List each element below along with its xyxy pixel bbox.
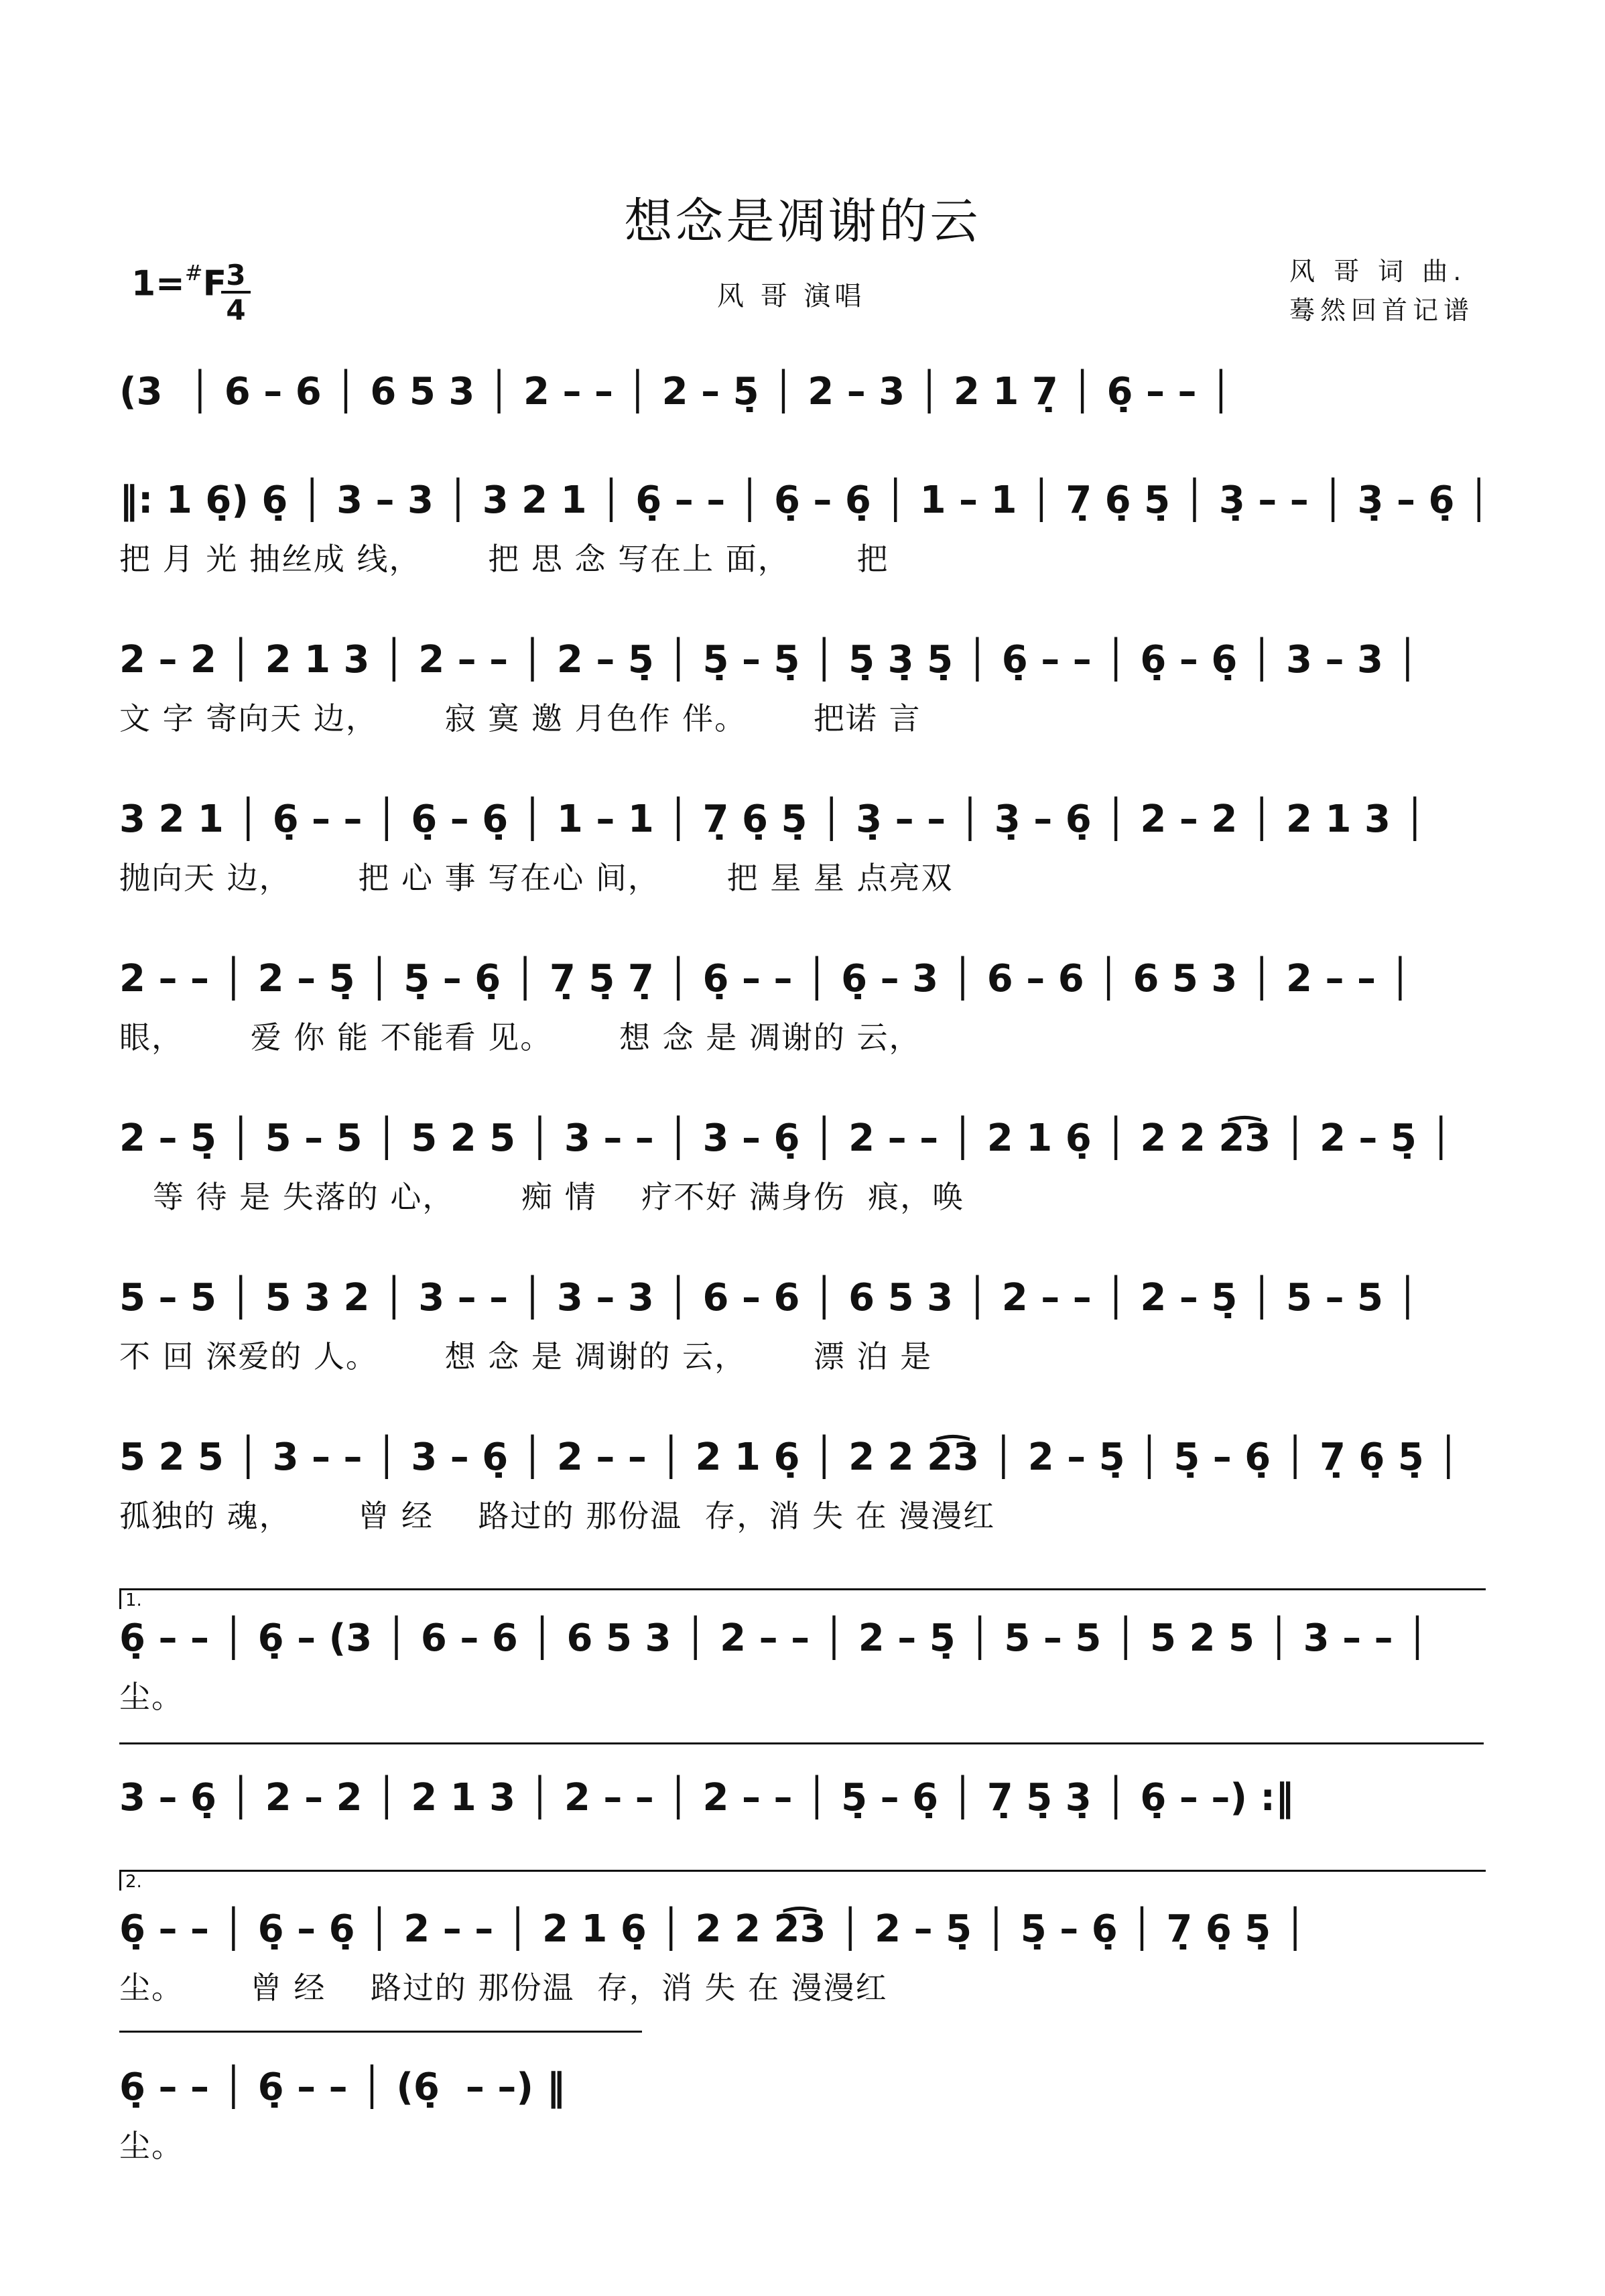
notation-row-3 [119, 637, 1484, 737]
second-ending-label: 2. [125, 1872, 142, 1892]
lyrics-line: 尘。 [119, 1679, 184, 1715]
lyrics-line: 文 字 寄向天 边， 寂 寞 邀 月色作 伴。 把诺 言 [119, 700, 921, 737]
time-signature-bottom: 4 [226, 294, 246, 326]
lyrics-line: 抛向天 边， 把 心 事 写在心 间， 把 星 星 点亮双 [119, 860, 954, 896]
lyrics-line: 把 月 光 抽丝成 线， 把 思 念 写在上 面， 把 [119, 541, 889, 577]
notation-row-9 [119, 1615, 1484, 1715]
notation-row-7 [119, 1275, 1484, 1375]
notation-row-2 [119, 477, 1490, 577]
first-ending-bracket [119, 1588, 1486, 1609]
lyricist-composer: 风 哥 词 曲. [1289, 257, 1467, 286]
sharp-sign: # [184, 260, 203, 285]
lyrics-line: 孤独的 魂， 曾 经 路过的 那份温 存，消 失 在 漫漫红 [119, 1498, 996, 1534]
notes-line: 5 2 5 │ 3 – – │ 3 – 6̣ │ 2 – – │ 2 1 6̣ │ 2 2 2͡3 │ 2 – 5̣ │ 5̣ – 6̣ │ 7̣ 6̣ 5̣ │ [119, 1436, 1460, 1479]
notation-row-11 [119, 1906, 1484, 2006]
notes-line: 2 – – │ 2 – 5̣ │ 5̣ – 6̣ │ 7̣ 5̣ 7̣ │ 6̣ – – │ 6̣ – 3 │ 6 – 6 │ 6 5 3 │ 2 – – │ [119, 957, 1412, 1001]
credits [1289, 252, 1474, 330]
notes-line: 6̣ – – │ 6̣ – 6̣ │ 2 – – │ 2 1 6̣ │ 2 2 2͡3 │ 2 – 5̣ │ 5̣ – 6̣ │ 7̣ 6̣ 5̣ │ [119, 1907, 1307, 1951]
first-ending-label: 1. [125, 1590, 142, 1610]
second-ending-bracket [119, 1870, 1486, 1891]
notation-row-4 [119, 796, 1484, 896]
notes-line: 6̣ – – │ 6̣ – – │ (6̣ – –) ‖ [119, 2065, 566, 2109]
lyrics-line: 尘。 曾 经 路过的 那份温 存，消 失 在 漫漫红 [119, 1970, 888, 2006]
notes-line: 2 – 2 │ 2 1 3 │ 2 – – │ 2 – 5̣ │ 5̣ – 5̣ │ 5̣ 3̣ 5̣ │ 6̣ – – │ 6̣ – 6̣ │ 3 – 3 │ [119, 638, 1419, 682]
lyrics-line: 等 待 是 失落的 心， 痴 情 疗不好 满身伤 痕，唤 [119, 1179, 965, 1215]
notation-row-8 [119, 1434, 1484, 1534]
notes-line: ‖: 1 6̣) 6̣ │ 3 – 3 │ 3 2 1 │ 6̣ – – │ 6̣ – 6̣ │ 1 – 1 │ 7̣ 6̣ 5̣ │ 3̣ – – │ 3̣ – 6̣ │ [119, 479, 1490, 522]
notation-row-6 [119, 1115, 1484, 1215]
notes-line: 3 2 1 │ 6̣ – – │ 6̣ – 6̣ │ 1 – 1 │ 7̣ 6̣ 5̣ │ 3̣ – – │ 3̣ – 6̣ │ 2 – 2 │ 2 1 3 │ [119, 798, 1427, 841]
notation-row-10 [119, 1775, 1484, 1855]
notes-line: 3 – 6̣ │ 2 – 2 │ 2 1 3 │ 2 – – │ 2 – – │ 5̣ – 6̣ │ 7̣ 5̣ 3̣ │ 6̣ – –) :‖ [119, 1776, 1294, 1820]
key-signature [131, 260, 227, 304]
lyrics-line: 尘。 [119, 2128, 184, 2164]
notes-line: 6̣ – – │ 6̣ – (3 │ 6 – 6 │ 6 5 3 │ 2 – – │ 2 – 5̣ │ 5 – 5 │ 5 2 5 │ 3 – – │ [119, 1616, 1429, 1660]
second-ending-bracket-continued [119, 2031, 642, 2051]
song-title: 想念是凋谢的云 [624, 193, 981, 249]
notation-row-5 [119, 956, 1484, 1056]
key-prefix: 1= [131, 263, 185, 304]
key-tonic: F [202, 263, 227, 304]
lyrics-line: 不 回 深爱的 人。 想 念 是 凋谢的 云， 漂 泊 是 [119, 1338, 933, 1375]
singer-credit: 风 哥 演唱 [717, 281, 866, 312]
first-ending-bracket-continued [119, 1742, 1484, 1763]
notation-row-12 [119, 2064, 1484, 2164]
transcriber: 蓦然回首记谱 [1289, 296, 1475, 325]
lyrics-line: 眼， 爱 你 能 不能看 见。 想 念 是 凋谢的 云， [119, 1019, 921, 1056]
notation-row-1 [119, 369, 1484, 449]
notes-line: 2 – 5̣ │ 5 – 5 │ 5 2 5 │ 3 – – │ 3 – 6̣ │ 2 – – │ 2 1 6̣ │ 2 2 2͡3 │ 2 – 5̣ │ [119, 1117, 1453, 1160]
notes-line: (3 │ 6 – 6 │ 6 5 3 │ 2 – – │ 2 – 5̣ │ 2 – 3 │ 2 1 7̣ │ 6̣ – – │ [119, 370, 1232, 413]
time-signature-top: 3 [221, 261, 251, 294]
notes-line: 5 – 5 │ 5 3 2 │ 3 – – │ 3 – 3 │ 6 – 6 │ 6 5 3 │ 2 – – │ 2 – 5̣ │ 5 – 5 │ [119, 1276, 1419, 1320]
time-signature [221, 261, 251, 324]
